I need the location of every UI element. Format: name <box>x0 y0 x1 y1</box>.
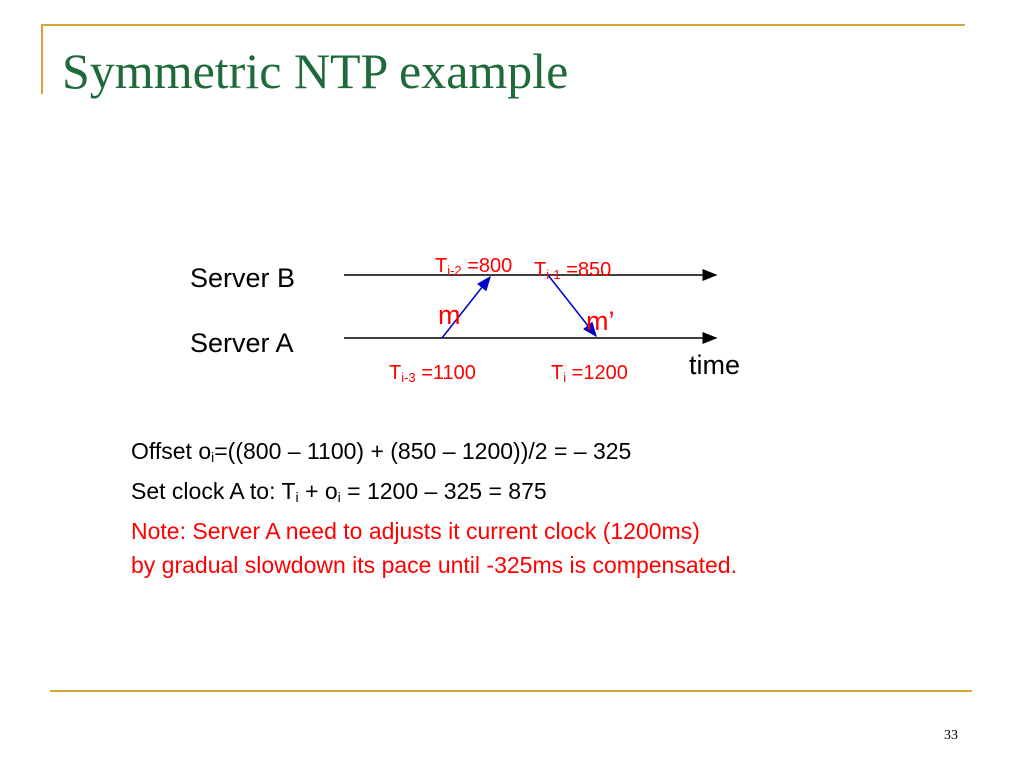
server-b-label: Server B <box>190 263 296 293</box>
slide-title: Symmetric NTP example <box>62 43 569 99</box>
offset-formula-line: Offset $o_i=((800 - 1100) + (850 - 1200))/2$ = – 325 <box>131 438 632 465</box>
time-label: time <box>689 350 741 380</box>
timestamp-t-i-1: $T_{i-1} =850$ <box>534 259 612 282</box>
note-line-1: Note: Server A need to adjusts it current clock (1200ms) <box>131 518 700 544</box>
timestamp-t-i-2: $T_{i-2} =800$ <box>435 255 513 278</box>
server-a-label: Server A <box>190 328 294 358</box>
message-m-label: m <box>438 300 461 330</box>
slide-body <box>131 434 737 582</box>
message-m-prime-label: m’ <box>586 306 615 336</box>
timestamp-t-i: $T_i =1200$ <box>551 362 628 385</box>
page-number: 33 <box>944 728 958 743</box>
timestamp-t-i-3: $T_{i-3} =1100$ <box>389 362 476 385</box>
set-clock-line: Set clock A to: $T_i + o_i = 1200 - 325 = 875$ <box>131 478 547 505</box>
note-line-2: by gradual slowdown its pace until -325ms is compensated. <box>131 552 737 578</box>
